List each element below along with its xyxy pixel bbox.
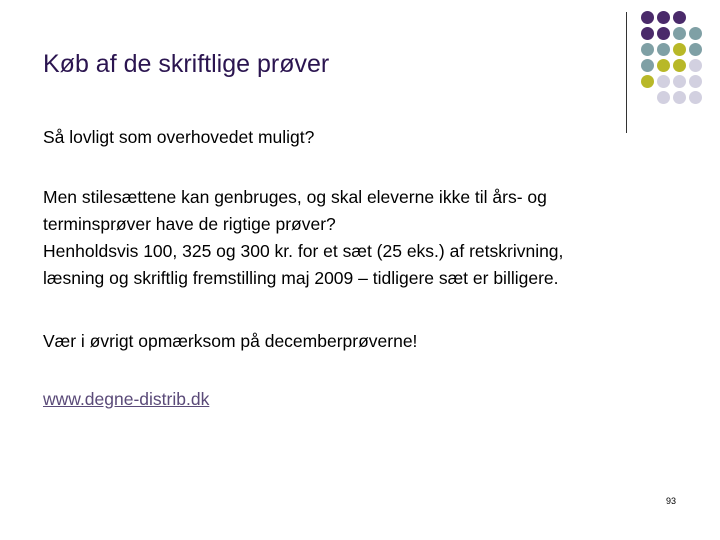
decorative-dot bbox=[673, 59, 686, 72]
decorative-dot bbox=[689, 27, 702, 40]
decorative-dot bbox=[657, 27, 670, 40]
paragraph-2-line-1: Men stilesættene kan genbruges, og skal eleverne ikke til års- og bbox=[43, 187, 547, 207]
decorative-dot bbox=[641, 75, 654, 88]
slide-title: Køb af de skriftlige prøver bbox=[43, 50, 330, 78]
decorative-dot bbox=[689, 59, 702, 72]
decorative-dot bbox=[657, 11, 670, 24]
decorative-dot bbox=[657, 75, 670, 88]
paragraph-2-line-2: terminsprøver have de rigtige prøver? bbox=[43, 214, 336, 234]
decorative-dot bbox=[641, 59, 654, 72]
decorative-divider bbox=[626, 12, 627, 133]
decorative-dot bbox=[673, 43, 686, 56]
page-number: 93 bbox=[666, 496, 677, 506]
paragraph-1-line-1: Så lovligt som overhovedet muligt? bbox=[43, 127, 315, 147]
decorative-dot bbox=[657, 91, 670, 104]
decorative-dot bbox=[673, 27, 686, 40]
paragraph-2-line-3: Henholdsvis 100, 325 og 300 kr. for et sæt (25 eks.) af retskrivning, bbox=[43, 241, 564, 261]
decorative-dot bbox=[673, 75, 686, 88]
decorative-dot bbox=[689, 75, 702, 88]
decorative-dot bbox=[657, 59, 670, 72]
decorative-dot bbox=[641, 27, 654, 40]
decorative-dot bbox=[657, 43, 670, 56]
decorative-dot bbox=[641, 43, 654, 56]
website-link[interactable]: www.degne-distrib.dk bbox=[43, 389, 210, 409]
decorative-dot bbox=[673, 91, 686, 104]
paragraph-1 bbox=[43, 124, 314, 151]
paragraph-3-line-1: Vær i øvrigt opmærksom på decemberprøverne! bbox=[43, 331, 418, 351]
paragraph-2 bbox=[43, 184, 563, 292]
decorative-dot bbox=[689, 91, 702, 104]
paragraph-3 bbox=[43, 328, 417, 355]
paragraph-2-line-4: læsning og skriftlig fremstilling maj 2009 – tidligere sæt er billigere. bbox=[43, 268, 559, 288]
decorative-dot bbox=[689, 43, 702, 56]
decorative-dot bbox=[641, 11, 654, 24]
decorative-dot bbox=[673, 11, 686, 24]
